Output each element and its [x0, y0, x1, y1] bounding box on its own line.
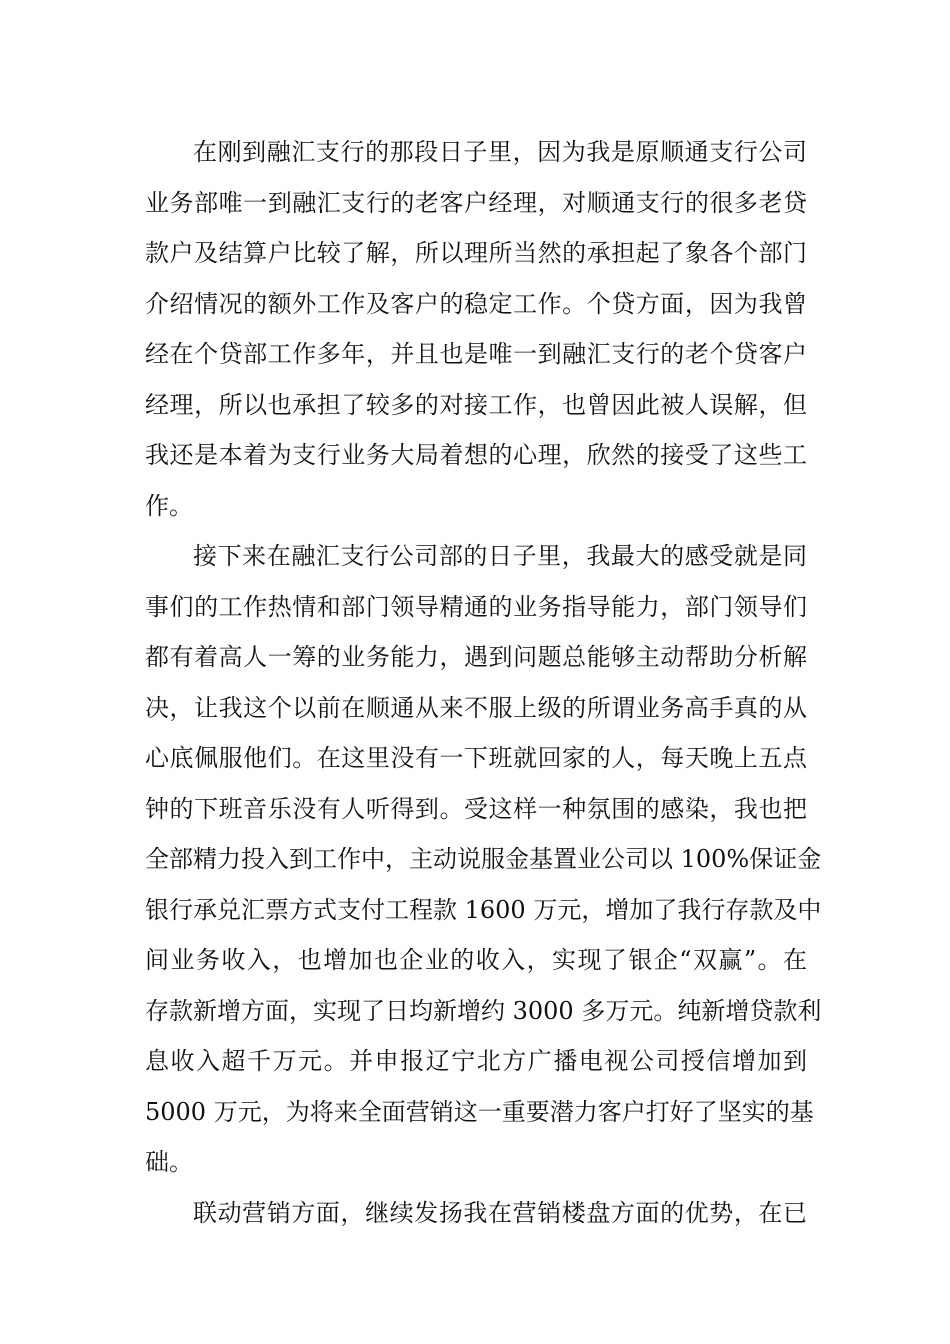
text-line: 5000 万元，为将来全面营销这一重要潜力客户打好了坚实的基: [145, 1097, 814, 1126]
text-line: 事们的工作热情和部门领导精通的业务指导能力，部门领导们: [145, 592, 807, 621]
text-line: 款户及结算户比较了解，所以理所当然的承担起了象各个部门: [145, 239, 807, 267]
text-line: 间业务收入，也增加也企业的收入，实现了银企“双赢”。在: [145, 946, 807, 974]
text-line: 介绍情况的额外工作及客户的稳定工作。个贷方面，因为我曾: [145, 289, 807, 318]
text-line: 在刚到融汇支行的那段日子里，因为我是原顺通支行公司: [193, 138, 807, 166]
text-line: 银行承兑汇票方式支付工程款 1600 万元，增加了我行存款及中: [145, 895, 822, 924]
text-line: 经在个贷部工作多年，并且也是唯一到融汇支行的老个贷客户: [145, 340, 807, 368]
document-body: [145, 127, 822, 1238]
text-line: 联动营销方面，继续发扬我在营销楼盘方面的优势，在已: [193, 1198, 807, 1227]
text-line: 业务部唯一到融汇支行的老客户经理，对顺通支行的很多老贷: [145, 188, 807, 217]
text-line: 钟的下班音乐没有人听得到。受这样一种氛围的感染，我也把: [145, 794, 807, 823]
text-line: 都有着高人一筹的业务能力，遇到问题总能够主动帮助分析解: [145, 643, 807, 671]
text-line: 接下来在融汇支行公司部的日子里，我最大的感受就是同: [193, 542, 807, 570]
text-line: 作。: [145, 491, 193, 520]
text-line: 决，让我这个以前在顺通从来不服上级的所谓业务高手真的从: [145, 693, 807, 722]
text-line: 经理，所以也承担了较多的对接工作，也曾因此被人误解，但: [145, 390, 807, 419]
text-line: 存款新增方面，实现了日均新增约 3000 多万元。纯新增贷款利: [145, 996, 822, 1025]
text-line: 础。: [145, 1148, 193, 1176]
text-line: 息收入超千万元。并申报辽宁北方广播电视公司授信增加到: [145, 1047, 807, 1075]
text-line: 我还是本着为支行业务大局着想的心理，欣然的接受了这些工: [145, 441, 807, 469]
text-line: 全部精力投入到工作中，主动说服金基置业公司以 100%保证金: [145, 845, 822, 873]
text-line: 心底佩服他们。在这里没有一下班就回家的人，每天晚上五点: [145, 744, 807, 772]
